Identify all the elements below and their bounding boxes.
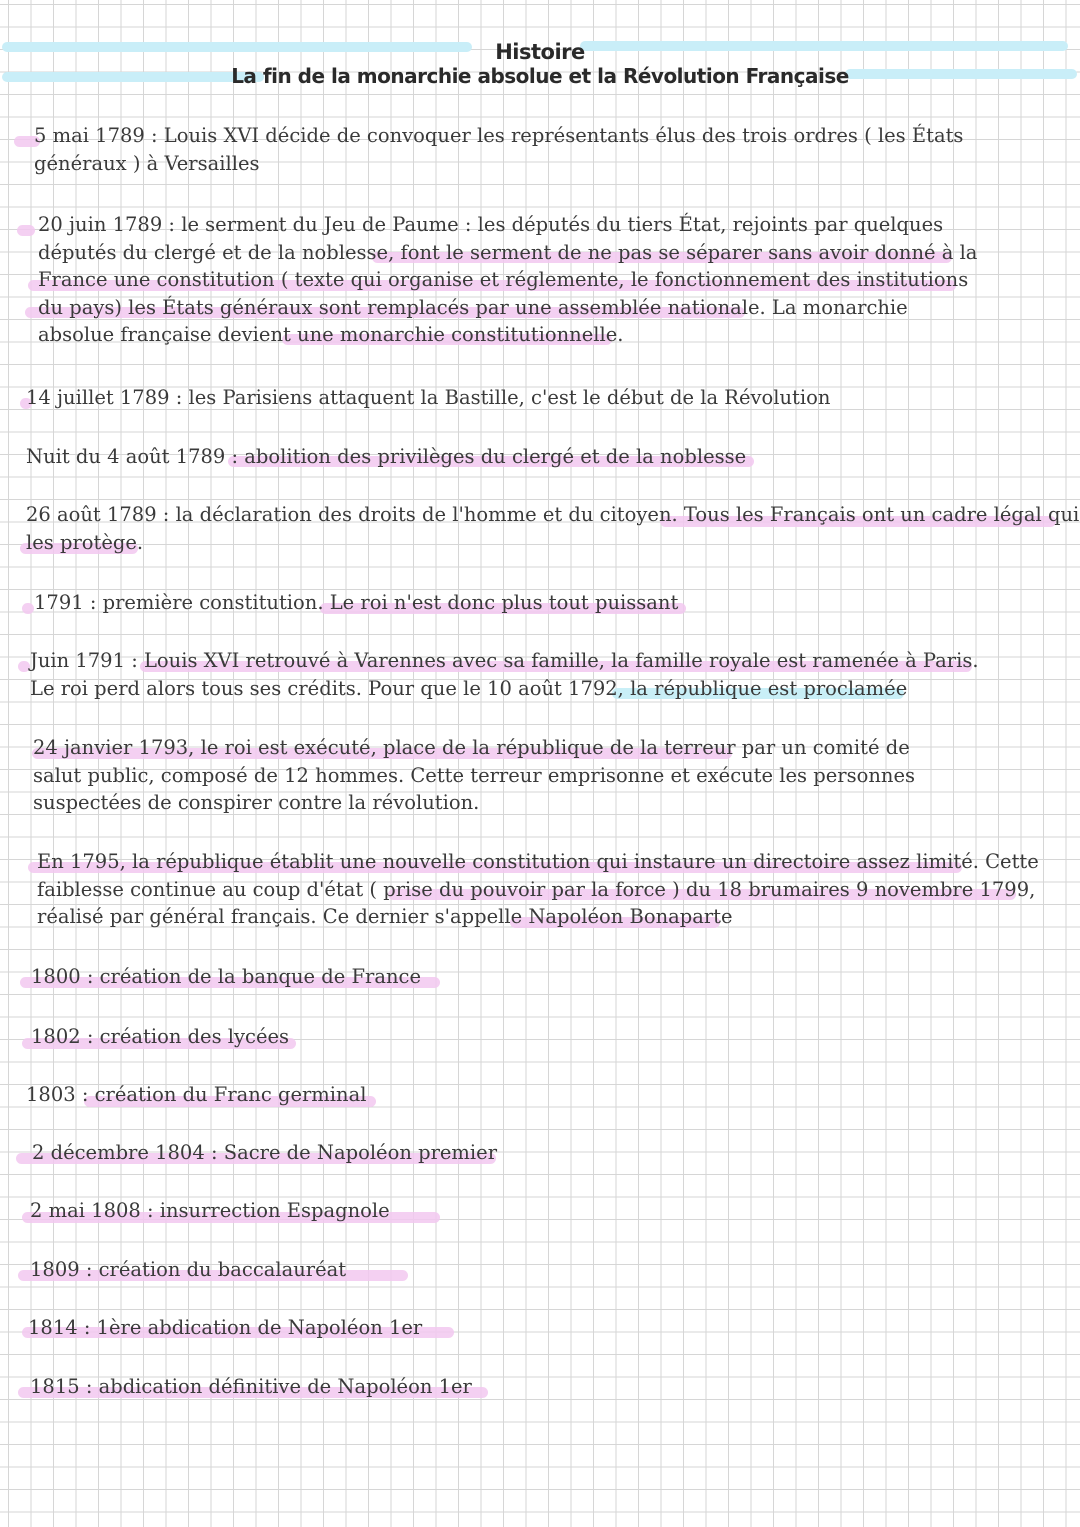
subject-heading: Histoire	[495, 40, 585, 64]
entry-1802: 1802 : création des lycées	[31, 1025, 290, 1048]
entry-1814: 1814 : 1ère abdication de Napoléon 1er	[28, 1316, 423, 1339]
entry-1791-constitution: 1791 : première constitution. Le roi n'est donc plus tout puissant	[34, 591, 679, 614]
entry-juin-1791: Juin 1791 : Louis XVI retrouvé à Varennes avec sa famille, la famille royale est ramenée à Paris. Le roi perd alors tous ses crédits. Pour que le 10 août 1792, la république est proclamée	[30, 649, 979, 700]
page-title: La fin de la monarchie absolue et la Révolution Française	[231, 64, 849, 88]
entry-2-decembre-1804: 2 décembre 1804 : Sacre de Napoléon premier	[32, 1141, 498, 1164]
entry-1800: 1800 : création de la banque de France	[31, 965, 422, 988]
entry-2-mai-1808: 2 mai 1808 : insurrection Espagnole	[30, 1199, 390, 1222]
entry-1809: 1809 : création du baccalauréat	[30, 1258, 347, 1281]
entry-24-janvier-1793: 24 janvier 1793, le roi est exécuté, place de la république de la terreur par un comité de salut public, composé de 12 hommes. Cette terreur emprisonne et exécute les personnes suspectées de conspirer contre la révolution.	[33, 736, 915, 814]
entry-1795: En 1795, la république établit une nouvelle constitution qui instaure un directoire assez limité. Cette faiblesse continue au coup d'état ( prise du pouvoir par la force ) du 18 brumaires 9 novembre 1799, réalisé par général français. Ce dernier s'appelle Napoléon Bonaparte	[37, 850, 1039, 928]
entry-4-aout-1789: Nuit du 4 août 1789 : abolition des privilèges du clergé et de la noblesse	[26, 445, 747, 468]
entry-5-mai-1789: 5 mai 1789 : Louis XVI décide de convoquer les représentants élus des trois ordres ( les États généraux ) à Versailles	[34, 124, 964, 175]
entry-1815: 1815 : abdication définitive de Napoléon 1er	[30, 1375, 472, 1398]
entry-20-juin-1789: 20 juin 1789 : le serment du Jeu de Paume : les députés du tiers État, rejoints par quelques députés du clergé et de la noblesse, font le serment de ne pas se séparer sans avoir donné à la France une constitution ( texte qui organise et réglemente, le fonctionnement des institutions du pays) les États généraux sont remplacés par une assemblée nationale. La monarchie absolue française devient une monarchie constitutionnelle.	[38, 213, 978, 346]
entry-14-juillet-1789: 14 juillet 1789 : les Parisiens attaquent la Bastille, c'est le début de la Révolution	[26, 386, 831, 409]
entry-1803: 1803 : création du Franc germinal	[26, 1083, 367, 1106]
entry-26-aout-1789: 26 août 1789 : la déclaration des droits de l'homme et du citoyen. Tous les Français ont un cadre légal qui les protège.	[26, 503, 1080, 554]
